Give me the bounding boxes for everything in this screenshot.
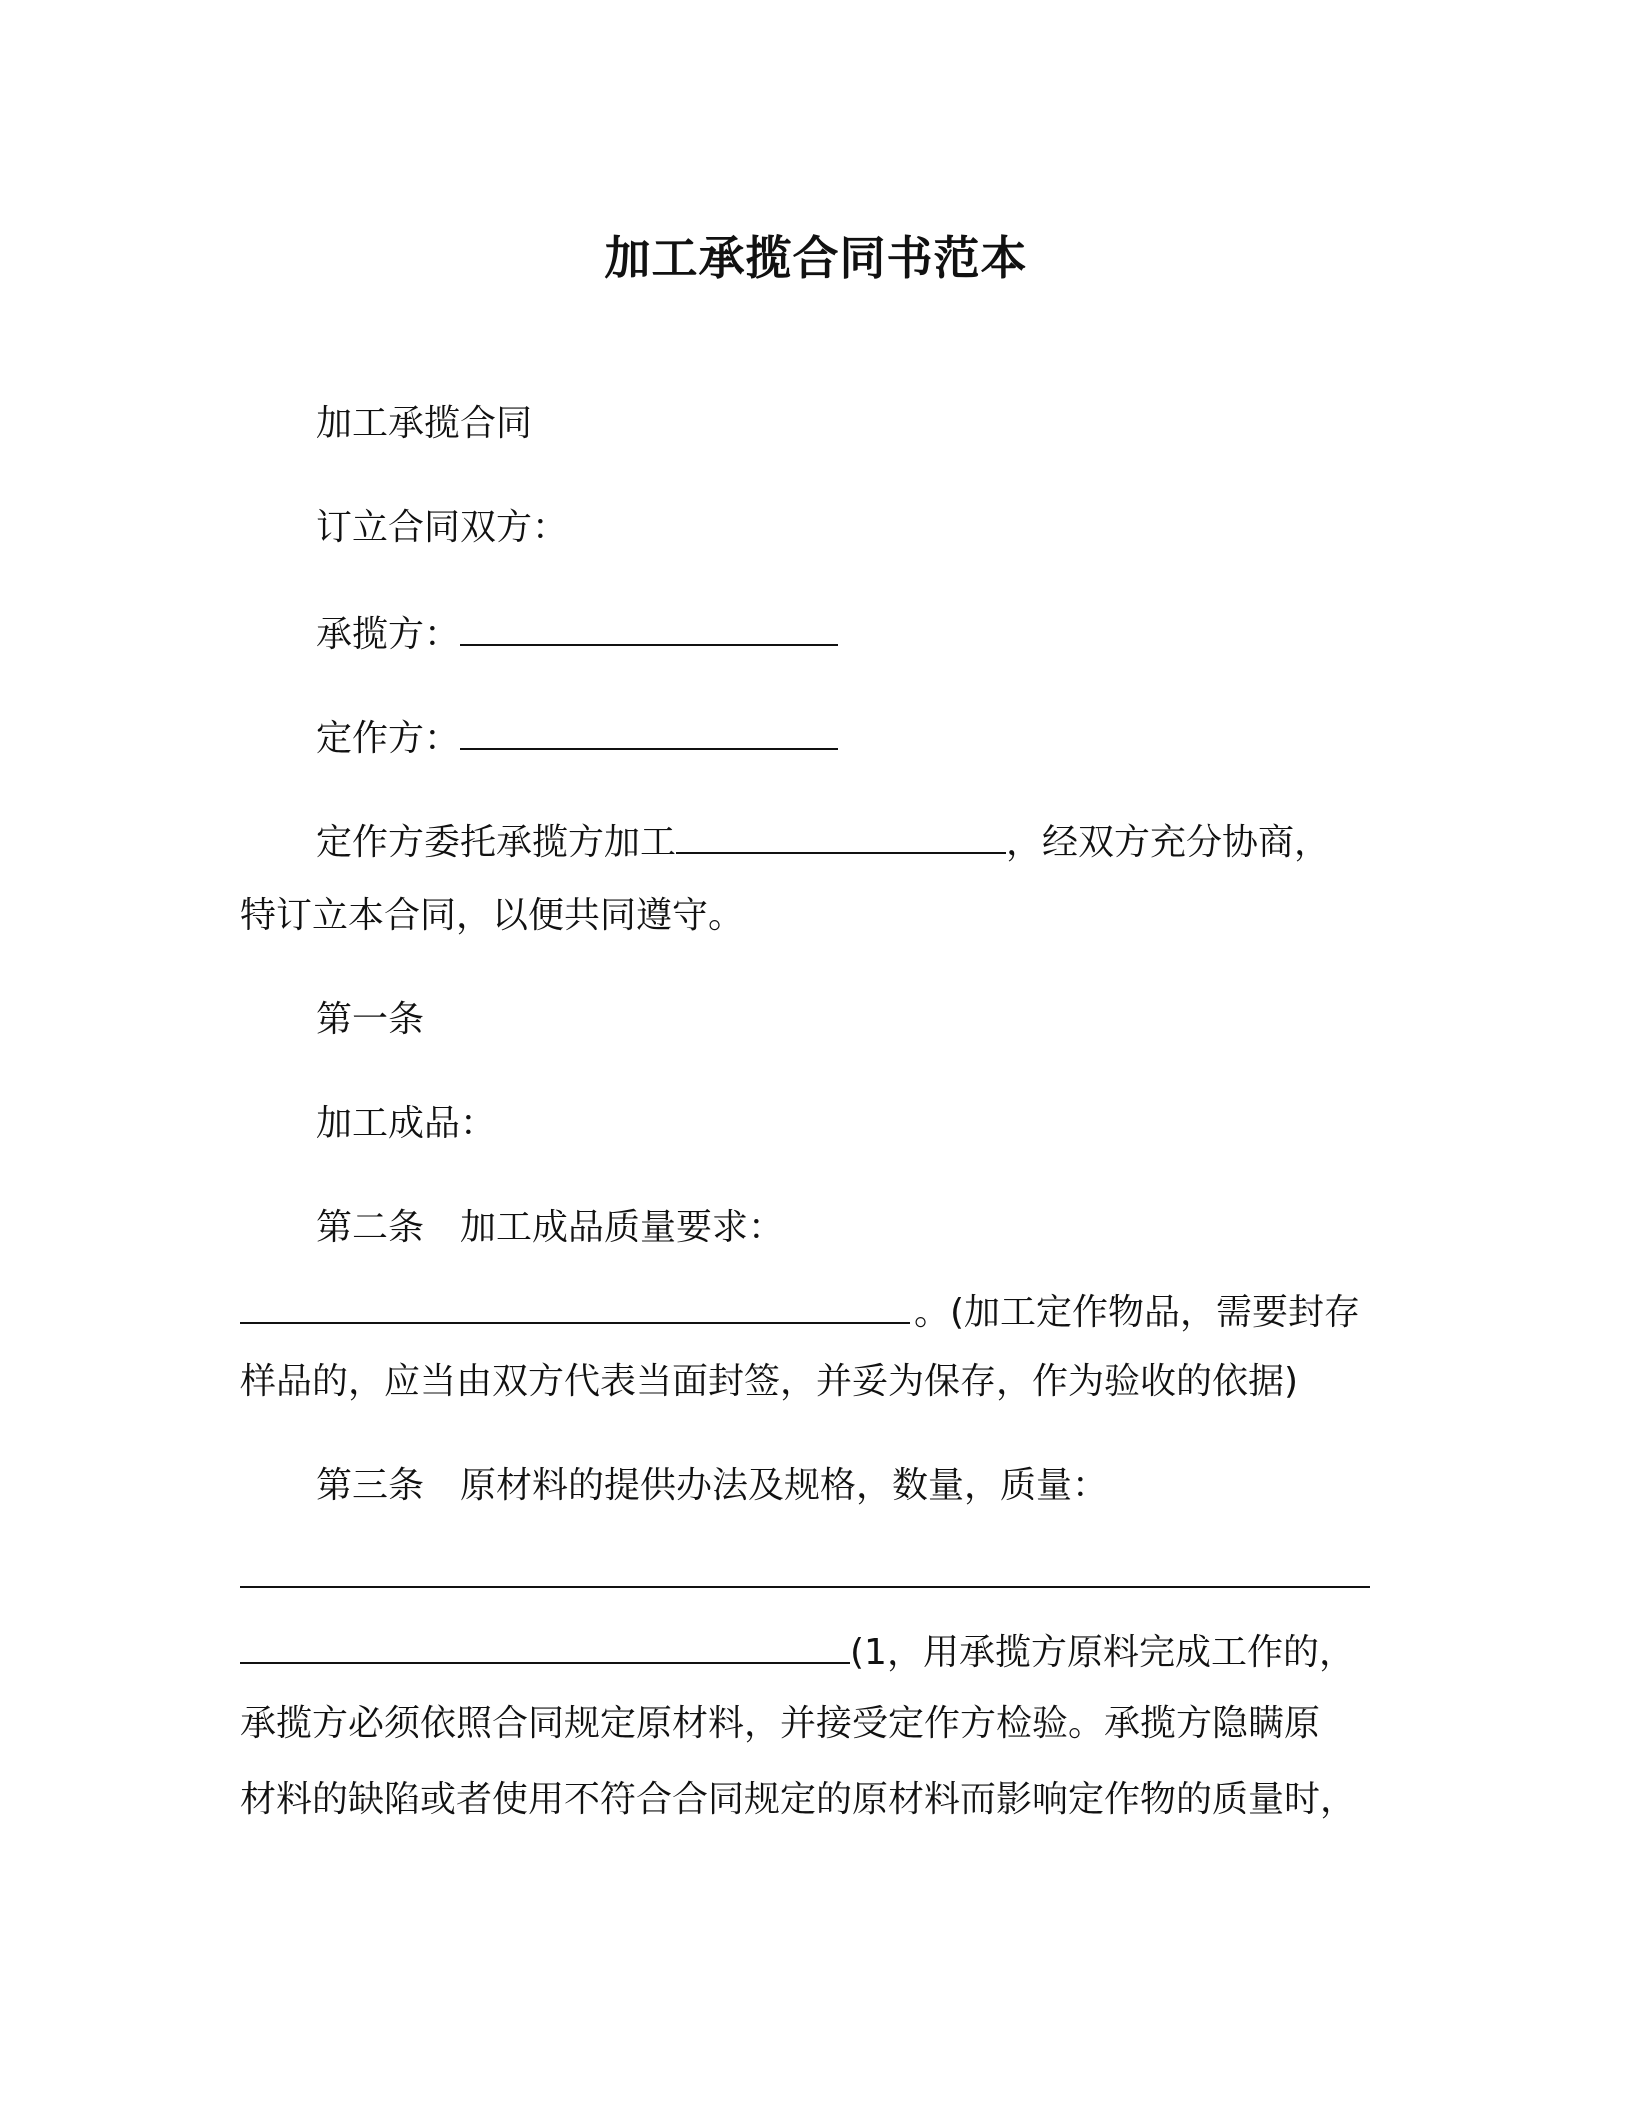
- quality-blank: [240, 1286, 910, 1324]
- orderer-line: [316, 712, 838, 763]
- contract-heading: 加工承揽合同: [316, 403, 533, 444]
- entrust-line: [316, 816, 1330, 867]
- contractor-blank: [460, 608, 838, 646]
- entrust-prefix: 定作方委托承揽方加工: [316, 822, 677, 863]
- orderer-label: 定作方：: [316, 718, 461, 759]
- contractor-label: 承揽方：: [316, 614, 461, 655]
- parties-intro: 订立合同双方：: [316, 507, 569, 548]
- article-1: 第一条: [316, 999, 425, 1040]
- materials-blank-full: [240, 1550, 1370, 1588]
- article-3-note-3: 材料的缺陷或者使用不符合合同规定的原材料而影响定作物的质量时，: [240, 1779, 1357, 1820]
- article-3-full-blank-line: [240, 1550, 1370, 1601]
- article-3-note-2: 承揽方必须依照合同规定原材料，并接受定作方检验。承揽方隐瞒原: [240, 1703, 1321, 1744]
- article-3-note-1: (1，用承揽方原料完成工作的，: [850, 1632, 1355, 1673]
- entrust-line-2: 特订立本合同，以便共同遵守。: [240, 895, 745, 936]
- processed-item-blank: [676, 816, 1006, 854]
- article-2-note-1: 。(加工定作物品，需要封存: [914, 1292, 1361, 1333]
- entrust-suffix: ，经双方充分协商，: [1006, 822, 1331, 863]
- article-3-material-line: [240, 1626, 1355, 1677]
- article-2-note-2: 样品的，应当由双方代表当面封签，并妥为保存，作为验收的依据): [240, 1361, 1299, 1402]
- contractor-line: [316, 608, 838, 659]
- article-2-quality-line: [240, 1286, 1360, 1337]
- materials-blank: [240, 1626, 850, 1664]
- article-1-item: 加工成品：: [316, 1103, 497, 1144]
- document-title: 加工承揽合同书范本: [604, 231, 1028, 285]
- article-2: 第二条 加工成品质量要求：: [316, 1207, 785, 1248]
- article-3: 第三条 原材料的提供办法及规格，数量，质量：: [316, 1465, 1109, 1506]
- orderer-blank: [460, 712, 838, 750]
